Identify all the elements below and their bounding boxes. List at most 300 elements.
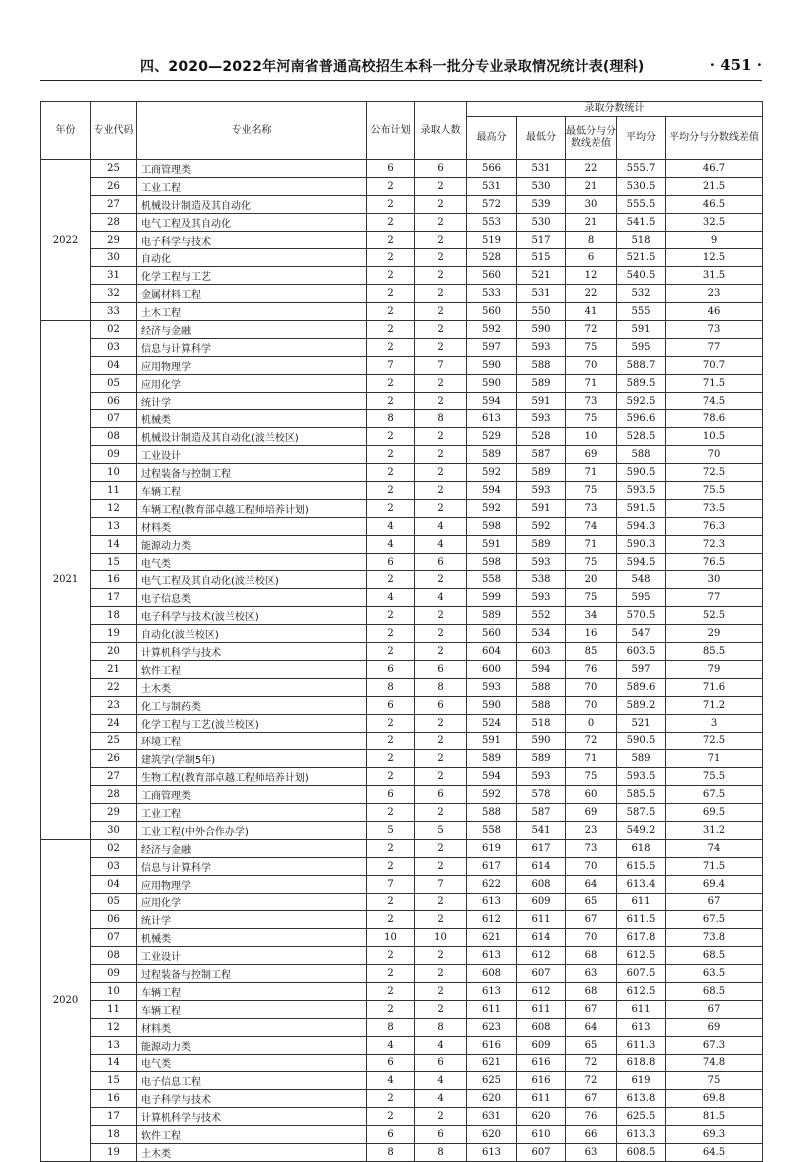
- avg-diff-cell: 71: [666, 750, 763, 768]
- code-cell: 07: [91, 929, 137, 947]
- min-diff-cell: 68: [566, 947, 617, 965]
- avg-cell: 613.3: [617, 1126, 666, 1144]
- admitted-cell: 2: [415, 231, 467, 249]
- admitted-cell: 6: [415, 553, 467, 571]
- page-header: [40, 56, 762, 78]
- min-diff-cell: 30: [566, 195, 617, 213]
- table-row: [41, 356, 763, 374]
- min-cell: 593: [517, 768, 566, 786]
- table-row: [41, 1143, 763, 1161]
- min-diff-cell: 21: [566, 177, 617, 195]
- col-major: 专业名称: [137, 102, 367, 160]
- avg-diff-cell: 68.5: [666, 982, 763, 1000]
- avg-cell: 593.5: [617, 768, 666, 786]
- admitted-cell: 4: [415, 1090, 467, 1108]
- plan-cell: 2: [367, 911, 415, 929]
- col-admitted: 录取人数: [415, 102, 467, 160]
- min-diff-cell: 67: [566, 1090, 617, 1108]
- min-diff-cell: 22: [566, 160, 617, 178]
- admitted-cell: 8: [415, 1143, 467, 1161]
- table-row: [41, 517, 763, 535]
- max-cell: 528: [467, 249, 517, 267]
- min-cell: 593: [517, 589, 566, 607]
- min-diff-cell: 64: [566, 875, 617, 893]
- admitted-cell: 4: [415, 589, 467, 607]
- min-cell: 611: [517, 1090, 566, 1108]
- plan-cell: 6: [367, 553, 415, 571]
- table-row: [41, 965, 763, 983]
- avg-diff-cell: 46.5: [666, 195, 763, 213]
- avg-diff-cell: 67.5: [666, 786, 763, 804]
- avg-cell: 618.8: [617, 1054, 666, 1072]
- min-cell: 614: [517, 929, 566, 947]
- avg-cell: 613.4: [617, 875, 666, 893]
- code-cell: 05: [91, 374, 137, 392]
- admitted-cell: 6: [415, 696, 467, 714]
- admitted-cell: 2: [415, 213, 467, 231]
- table-title: 四、2020—2022年河南省普通高校招生本科一批分专业录取情况统计表(理科): [140, 59, 645, 75]
- code-cell: 15: [91, 553, 137, 571]
- code-cell: 28: [91, 213, 137, 231]
- table-row: [41, 982, 763, 1000]
- avg-diff-cell: 30: [666, 571, 763, 589]
- min-diff-cell: 63: [566, 965, 617, 983]
- max-cell: 566: [467, 160, 517, 178]
- plan-cell: 8: [367, 1143, 415, 1161]
- avg-cell: 594.5: [617, 553, 666, 571]
- avg-diff-cell: 52.5: [666, 607, 763, 625]
- avg-diff-cell: 31.2: [666, 821, 763, 839]
- min-diff-cell: 6: [566, 249, 617, 267]
- max-cell: 560: [467, 303, 517, 321]
- min-cell: 528: [517, 428, 566, 446]
- plan-cell: 2: [367, 857, 415, 875]
- avg-diff-cell: 71.6: [666, 678, 763, 696]
- min-cell: 531: [517, 160, 566, 178]
- admitted-cell: 4: [415, 517, 467, 535]
- table-row: [41, 499, 763, 517]
- avg-cell: 589.6: [617, 678, 666, 696]
- max-cell: 613: [467, 982, 517, 1000]
- avg-cell: 555.5: [617, 195, 666, 213]
- min-diff-cell: 60: [566, 786, 617, 804]
- avg-diff-cell: 85.5: [666, 643, 763, 661]
- max-cell: 594: [467, 768, 517, 786]
- admitted-cell: 2: [415, 285, 467, 303]
- max-cell: 613: [467, 1143, 517, 1161]
- avg-diff-cell: 71.5: [666, 857, 763, 875]
- min-cell: 588: [517, 678, 566, 696]
- avg-diff-cell: 67: [666, 1000, 763, 1018]
- max-cell: 589: [467, 750, 517, 768]
- code-cell: 06: [91, 392, 137, 410]
- major-cell: 车辆工程: [137, 982, 367, 1000]
- col-plan: 公布计划: [367, 102, 415, 160]
- max-cell: 519: [467, 231, 517, 249]
- min-cell: 552: [517, 607, 566, 625]
- plan-cell: 2: [367, 195, 415, 213]
- plan-cell: 2: [367, 482, 415, 500]
- table-row: [41, 804, 763, 822]
- admitted-cell: 10: [415, 929, 467, 947]
- min-cell: 588: [517, 696, 566, 714]
- table-row: [41, 338, 763, 356]
- avg-cell: 591: [617, 321, 666, 339]
- admitted-cell: 8: [415, 410, 467, 428]
- max-cell: 600: [467, 660, 517, 678]
- plan-cell: 2: [367, 947, 415, 965]
- avg-cell: 547: [617, 625, 666, 643]
- table-row: [41, 839, 763, 857]
- major-cell: 工业设计: [137, 446, 367, 464]
- table-header: [41, 102, 763, 160]
- year-cell: 2021: [41, 321, 91, 840]
- major-cell: 应用化学: [137, 374, 367, 392]
- code-cell: 09: [91, 965, 137, 983]
- table-body: [41, 160, 763, 1162]
- major-cell: 经济与金融: [137, 839, 367, 857]
- table-row: [41, 374, 763, 392]
- max-cell: 621: [467, 929, 517, 947]
- avg-cell: 589: [617, 750, 666, 768]
- code-cell: 33: [91, 303, 137, 321]
- table-row: [41, 696, 763, 714]
- min-cell: 521: [517, 267, 566, 285]
- major-cell: 应用物理学: [137, 356, 367, 374]
- admitted-cell: 2: [415, 482, 467, 500]
- avg-diff-cell: 32.5: [666, 213, 763, 231]
- avg-diff-cell: 76.3: [666, 517, 763, 535]
- admitted-cell: 2: [415, 571, 467, 589]
- max-cell: 592: [467, 321, 517, 339]
- code-cell: 16: [91, 571, 137, 589]
- min-cell: 594: [517, 660, 566, 678]
- min-cell: 611: [517, 1000, 566, 1018]
- avg-diff-cell: 69.3: [666, 1126, 763, 1144]
- avg-cell: 619: [617, 1072, 666, 1090]
- max-cell: 625: [467, 1072, 517, 1090]
- min-diff-cell: 71: [566, 374, 617, 392]
- max-cell: 553: [467, 213, 517, 231]
- avg-cell: 596.6: [617, 410, 666, 428]
- table-row: [41, 589, 763, 607]
- avg-cell: 603.5: [617, 643, 666, 661]
- max-cell: 533: [467, 285, 517, 303]
- admitted-cell: 2: [415, 839, 467, 857]
- min-diff-cell: 16: [566, 625, 617, 643]
- major-cell: 能源动力类: [137, 535, 367, 553]
- plan-cell: 2: [367, 1000, 415, 1018]
- min-cell: 515: [517, 249, 566, 267]
- min-diff-cell: 70: [566, 678, 617, 696]
- admitted-cell: 6: [415, 1126, 467, 1144]
- avg-diff-cell: 46: [666, 303, 763, 321]
- major-cell: 机械设计制造及其自动化: [137, 195, 367, 213]
- avg-cell: 541.5: [617, 213, 666, 231]
- major-cell: 金属材料工程: [137, 285, 367, 303]
- plan-cell: 4: [367, 1072, 415, 1090]
- avg-diff-cell: 72.3: [666, 535, 763, 553]
- table-row: [41, 285, 763, 303]
- plan-cell: 6: [367, 160, 415, 178]
- avg-cell: 611.5: [617, 911, 666, 929]
- table-row: [41, 768, 763, 786]
- major-cell: 车辆工程(教育部卓越工程师培养计划): [137, 499, 367, 517]
- min-cell: 591: [517, 392, 566, 410]
- min-diff-cell: 75: [566, 482, 617, 500]
- col-min: 最低分: [517, 117, 566, 160]
- min-cell: 612: [517, 982, 566, 1000]
- code-cell: 29: [91, 804, 137, 822]
- code-cell: 03: [91, 857, 137, 875]
- avg-diff-cell: 75.5: [666, 482, 763, 500]
- max-cell: 608: [467, 965, 517, 983]
- plan-cell: 8: [367, 1018, 415, 1036]
- plan-cell: 2: [367, 750, 415, 768]
- avg-cell: 608.5: [617, 1143, 666, 1161]
- min-diff-cell: 69: [566, 804, 617, 822]
- major-cell: 统计学: [137, 392, 367, 410]
- code-cell: 22: [91, 678, 137, 696]
- avg-cell: 591.5: [617, 499, 666, 517]
- plan-cell: 2: [367, 321, 415, 339]
- admitted-cell: 2: [415, 177, 467, 195]
- major-cell: 工业工程(中外合作办学): [137, 821, 367, 839]
- avg-diff-cell: 67: [666, 893, 763, 911]
- avg-cell: 590.5: [617, 464, 666, 482]
- avg-cell: 592.5: [617, 392, 666, 410]
- plan-cell: 2: [367, 607, 415, 625]
- max-cell: 622: [467, 875, 517, 893]
- max-cell: 558: [467, 821, 517, 839]
- avg-cell: 617.8: [617, 929, 666, 947]
- major-cell: 自动化(波兰校区): [137, 625, 367, 643]
- code-cell: 02: [91, 321, 137, 339]
- max-cell: 591: [467, 535, 517, 553]
- major-cell: 工商管理类: [137, 160, 367, 178]
- plan-cell: 4: [367, 1036, 415, 1054]
- avg-diff-cell: 75.5: [666, 768, 763, 786]
- min-cell: 620: [517, 1108, 566, 1126]
- code-cell: 15: [91, 1072, 137, 1090]
- max-cell: 613: [467, 410, 517, 428]
- avg-cell: 613.8: [617, 1090, 666, 1108]
- avg-cell: 521: [617, 714, 666, 732]
- major-cell: 计算机科学与技术: [137, 643, 367, 661]
- min-cell: 616: [517, 1072, 566, 1090]
- max-cell: 621: [467, 1054, 517, 1072]
- major-cell: 电气类: [137, 553, 367, 571]
- min-diff-cell: 12: [566, 267, 617, 285]
- major-cell: 信息与计算科学: [137, 857, 367, 875]
- major-cell: 应用化学: [137, 893, 367, 911]
- code-cell: 11: [91, 482, 137, 500]
- table-row: [41, 428, 763, 446]
- min-cell: 530: [517, 177, 566, 195]
- max-cell: 592: [467, 464, 517, 482]
- plan-cell: 10: [367, 929, 415, 947]
- table-row: [41, 160, 763, 178]
- avg-cell: 548: [617, 571, 666, 589]
- plan-cell: 2: [367, 625, 415, 643]
- code-cell: 07: [91, 410, 137, 428]
- min-cell: 593: [517, 553, 566, 571]
- max-cell: 598: [467, 553, 517, 571]
- admitted-cell: 2: [415, 267, 467, 285]
- admitted-cell: 2: [415, 321, 467, 339]
- col-group-score: 录取分数统计: [467, 102, 763, 117]
- min-cell: 591: [517, 499, 566, 517]
- min-diff-cell: 75: [566, 589, 617, 607]
- admitted-cell: 2: [415, 732, 467, 750]
- avg-diff-cell: 67.3: [666, 1036, 763, 1054]
- plan-cell: 8: [367, 410, 415, 428]
- avg-cell: 588: [617, 446, 666, 464]
- avg-cell: 625.5: [617, 1108, 666, 1126]
- plan-cell: 2: [367, 446, 415, 464]
- avg-cell: 528.5: [617, 428, 666, 446]
- min-cell: 589: [517, 464, 566, 482]
- code-cell: 30: [91, 249, 137, 267]
- admitted-cell: 2: [415, 965, 467, 983]
- min-cell: 608: [517, 875, 566, 893]
- code-cell: 04: [91, 875, 137, 893]
- code-cell: 24: [91, 714, 137, 732]
- avg-diff-cell: 46.7: [666, 160, 763, 178]
- max-cell: 590: [467, 374, 517, 392]
- table-row: [41, 249, 763, 267]
- major-cell: 电子信息类: [137, 589, 367, 607]
- max-cell: 631: [467, 1108, 517, 1126]
- avg-cell: 615.5: [617, 857, 666, 875]
- min-cell: 593: [517, 338, 566, 356]
- major-cell: 电子科学与技术(波兰校区): [137, 607, 367, 625]
- avg-diff-cell: 29: [666, 625, 763, 643]
- plan-cell: 2: [367, 267, 415, 285]
- plan-cell: 4: [367, 589, 415, 607]
- min-cell: 589: [517, 535, 566, 553]
- min-cell: 587: [517, 446, 566, 464]
- min-cell: 590: [517, 732, 566, 750]
- admitted-cell: 2: [415, 804, 467, 822]
- col-code: 专业代码: [91, 102, 137, 160]
- table-row: [41, 786, 763, 804]
- avg-diff-cell: 63.5: [666, 965, 763, 983]
- max-cell: 620: [467, 1090, 517, 1108]
- avg-diff-cell: 72.5: [666, 464, 763, 482]
- avg-diff-cell: 72.5: [666, 732, 763, 750]
- avg-cell: 530.5: [617, 177, 666, 195]
- plan-cell: 2: [367, 768, 415, 786]
- max-cell: 617: [467, 857, 517, 875]
- col-avg: 平均分: [617, 117, 666, 160]
- plan-cell: 2: [367, 1090, 415, 1108]
- avg-cell: 585.5: [617, 786, 666, 804]
- avg-cell: 607.5: [617, 965, 666, 983]
- admitted-cell: 6: [415, 1054, 467, 1072]
- table-row: [41, 1090, 763, 1108]
- admitted-cell: 4: [415, 1036, 467, 1054]
- admitted-cell: 6: [415, 660, 467, 678]
- max-cell: 594: [467, 392, 517, 410]
- table-row: [41, 410, 763, 428]
- min-diff-cell: 69: [566, 446, 617, 464]
- plan-cell: 7: [367, 356, 415, 374]
- min-cell: 607: [517, 1143, 566, 1161]
- code-cell: 06: [91, 911, 137, 929]
- code-cell: 26: [91, 750, 137, 768]
- min-diff-cell: 65: [566, 1036, 617, 1054]
- min-diff-cell: 73: [566, 499, 617, 517]
- plan-cell: 2: [367, 392, 415, 410]
- plan-cell: 2: [367, 893, 415, 911]
- col-min-diff: 最低分与分数线差值: [566, 117, 617, 160]
- avg-diff-cell: 69.4: [666, 875, 763, 893]
- avg-diff-cell: 69.5: [666, 804, 763, 822]
- avg-cell: 555: [617, 303, 666, 321]
- table-row: [41, 464, 763, 482]
- code-cell: 25: [91, 732, 137, 750]
- avg-cell: 597: [617, 660, 666, 678]
- max-cell: 560: [467, 625, 517, 643]
- avg-cell: 589.2: [617, 696, 666, 714]
- table-row: [41, 446, 763, 464]
- col-year: 年份: [41, 102, 91, 160]
- max-cell: 598: [467, 517, 517, 535]
- admitted-cell: 2: [415, 625, 467, 643]
- admitted-cell: 2: [415, 768, 467, 786]
- min-diff-cell: 72: [566, 1054, 617, 1072]
- min-diff-cell: 67: [566, 1000, 617, 1018]
- avg-diff-cell: 74: [666, 839, 763, 857]
- code-cell: 11: [91, 1000, 137, 1018]
- max-cell: 592: [467, 499, 517, 517]
- min-diff-cell: 72: [566, 732, 617, 750]
- admitted-cell: 2: [415, 499, 467, 517]
- admitted-cell: 2: [415, 911, 467, 929]
- code-cell: 08: [91, 947, 137, 965]
- code-cell: 20: [91, 643, 137, 661]
- admitted-cell: 2: [415, 714, 467, 732]
- max-cell: 590: [467, 356, 517, 374]
- plan-cell: 2: [367, 177, 415, 195]
- major-cell: 生物工程(教育部卓越工程师培养计划): [137, 768, 367, 786]
- table-row: [41, 678, 763, 696]
- table-row: [41, 535, 763, 553]
- min-cell: 518: [517, 714, 566, 732]
- min-cell: 593: [517, 482, 566, 500]
- major-cell: 工商管理类: [137, 786, 367, 804]
- major-cell: 信息与计算科学: [137, 338, 367, 356]
- min-diff-cell: 71: [566, 750, 617, 768]
- avg-diff-cell: 71.5: [666, 374, 763, 392]
- min-cell: 539: [517, 195, 566, 213]
- max-cell: 620: [467, 1126, 517, 1144]
- col-avg-diff: 平均分与分数线差值: [666, 117, 763, 160]
- admitted-cell: 2: [415, 195, 467, 213]
- admitted-cell: 2: [415, 893, 467, 911]
- code-cell: 23: [91, 696, 137, 714]
- table-row: [41, 321, 763, 339]
- avg-diff-cell: 3: [666, 714, 763, 732]
- major-cell: 电子科学与技术: [137, 1090, 367, 1108]
- year-cell: 2022: [41, 160, 91, 321]
- code-cell: 02: [91, 839, 137, 857]
- admitted-cell: 8: [415, 1018, 467, 1036]
- major-cell: 土木类: [137, 1143, 367, 1161]
- table-row: [41, 714, 763, 732]
- avg-diff-cell: 77: [666, 338, 763, 356]
